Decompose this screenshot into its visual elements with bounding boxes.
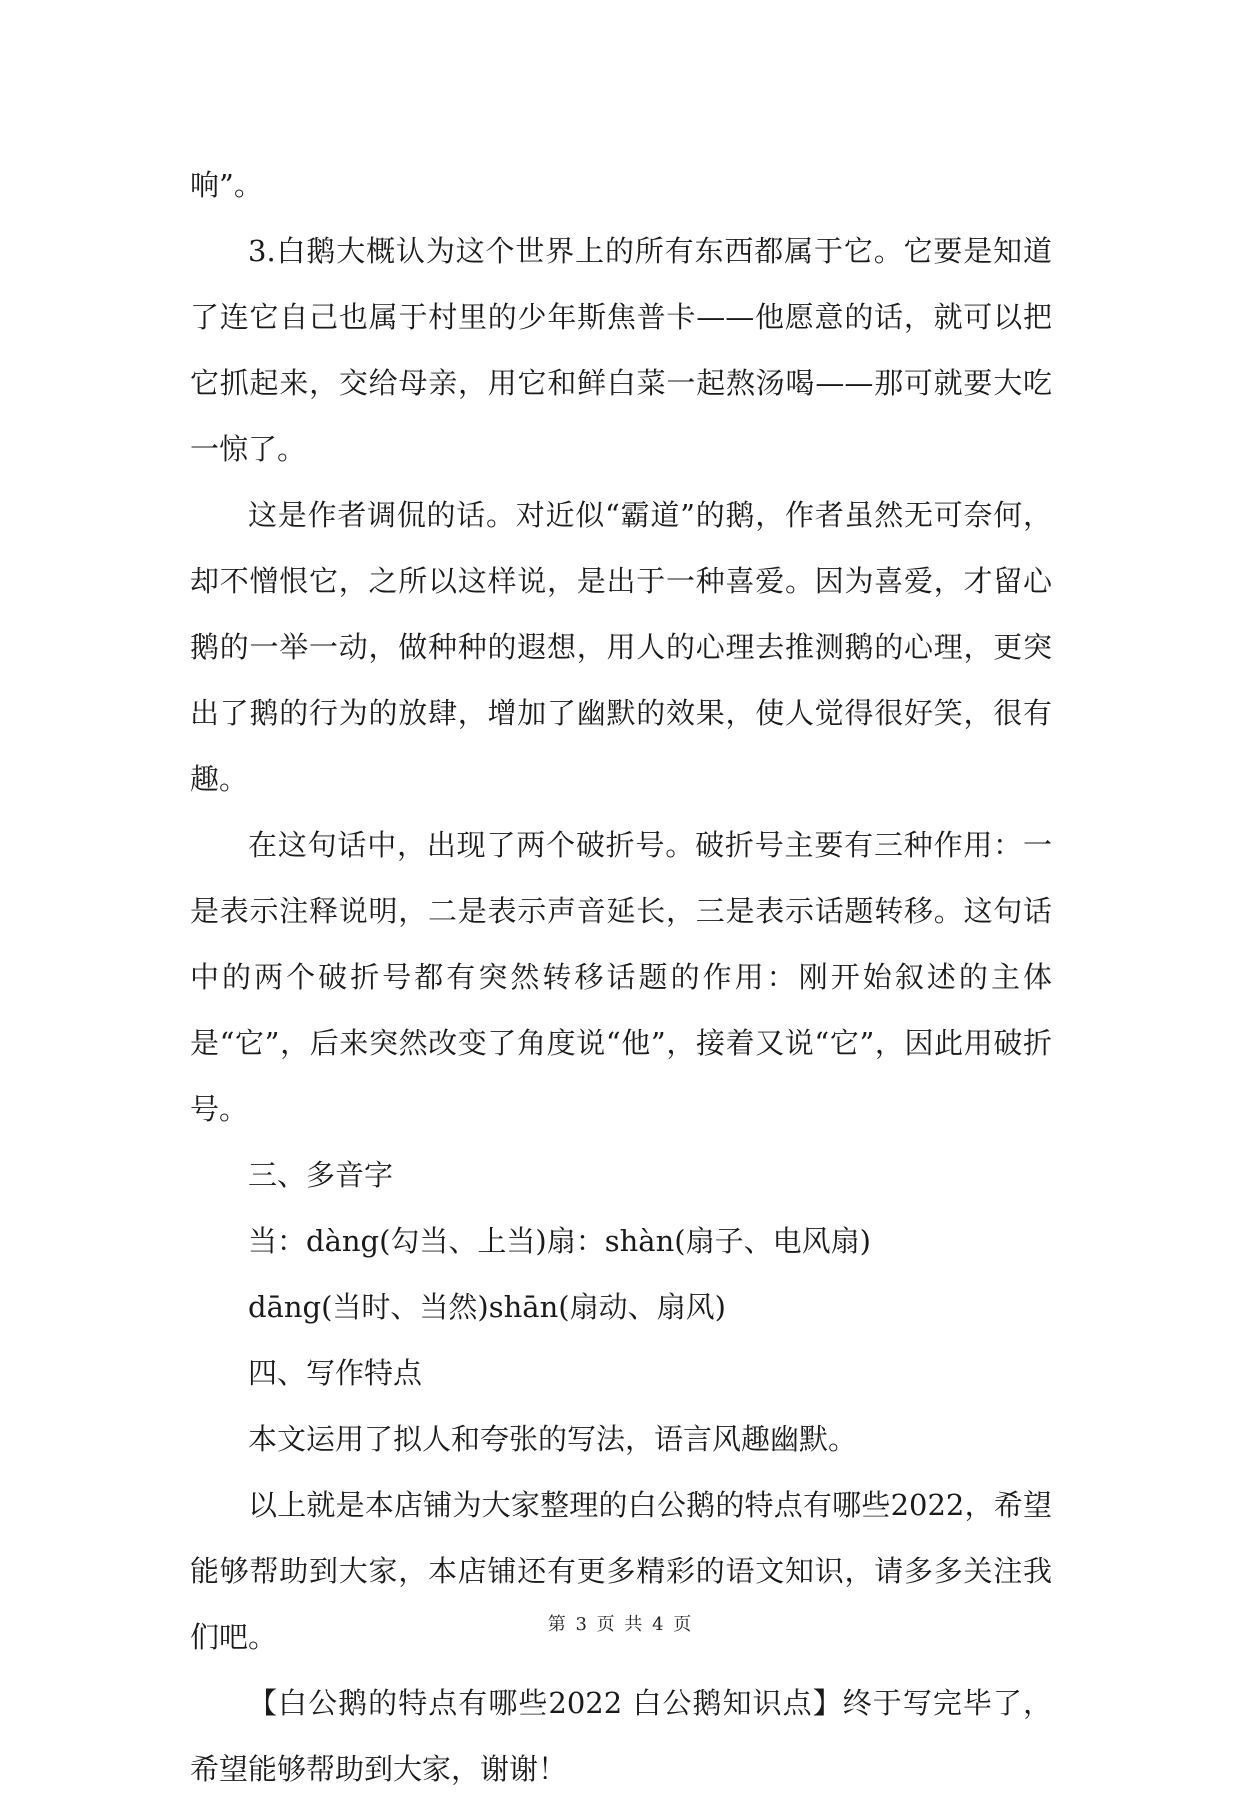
section-heading-writing-features: 四、写作特点 [248, 1356, 423, 1390]
paragraph-continuation: 响”。 [190, 168, 263, 202]
page-number-footer: 第 3 页 共 4 页 [547, 1614, 694, 1635]
polyphone-line-2: dāng(当时、当然)shān(扇动、扇风) [248, 1290, 726, 1324]
paragraph-analysis: 这是作者调侃的话。对近似“霸道”的鹅，作者虽然无可奈何，却不憎恨它，之所以这样说，是出于一种喜爱。因为喜爱，才留心鹅的一举一动，做种种的遐想，用人的心理去推测鹅的心理，更突出了鹅的行为的放肆，增加了幽默的效果，使人觉得很好笑，很有趣。 [190, 498, 1052, 796]
document-body [190, 152, 1052, 1802]
section-heading-polyphones: 三、多音字 [248, 1158, 394, 1192]
polyphone-line-1: 当：dàng(勾当、上当)扇：shàn(扇子、电风扇) [248, 1224, 871, 1258]
paragraph-dash-usage: 在这句话中，出现了两个破折号。破折号主要有三种作用：一是表示注释说明，二是表示声音延长，三是表示话题转移。这句话中的两个破折号都有突然转移话题的作用：刚开始叙述的主体是“它”，后来突然改变了角度说“他”，接着又说“它”，因此用破折号。 [190, 828, 1052, 1126]
paragraph-quote-3: 3.白鹅大概认为这个世界上的所有东西都属于它。它要是知道了连它自己也属于村里的少年斯焦普卡——他愿意的话，就可以把它抓起来，交给母亲，用它和鲜白菜一起熬汤喝——那可就要大吃一惊了。 [190, 234, 1052, 466]
paragraph-writing-features: 本文运用了拟人和夸张的写法，语言风趣幽默。 [248, 1422, 858, 1456]
paragraph-closing: 以上就是本店铺为大家整理的白公鹅的特点有哪些2022，希望能够帮助到大家，本店铺还有更多精彩的语文知识，请多多关注我们吧。 [190, 1488, 1052, 1654]
paragraph-final-note: 【白公鹅的特点有哪些2022 白公鹅知识点】终于写完毕了，希望能够帮助到大家，谢谢！ [190, 1686, 1052, 1786]
